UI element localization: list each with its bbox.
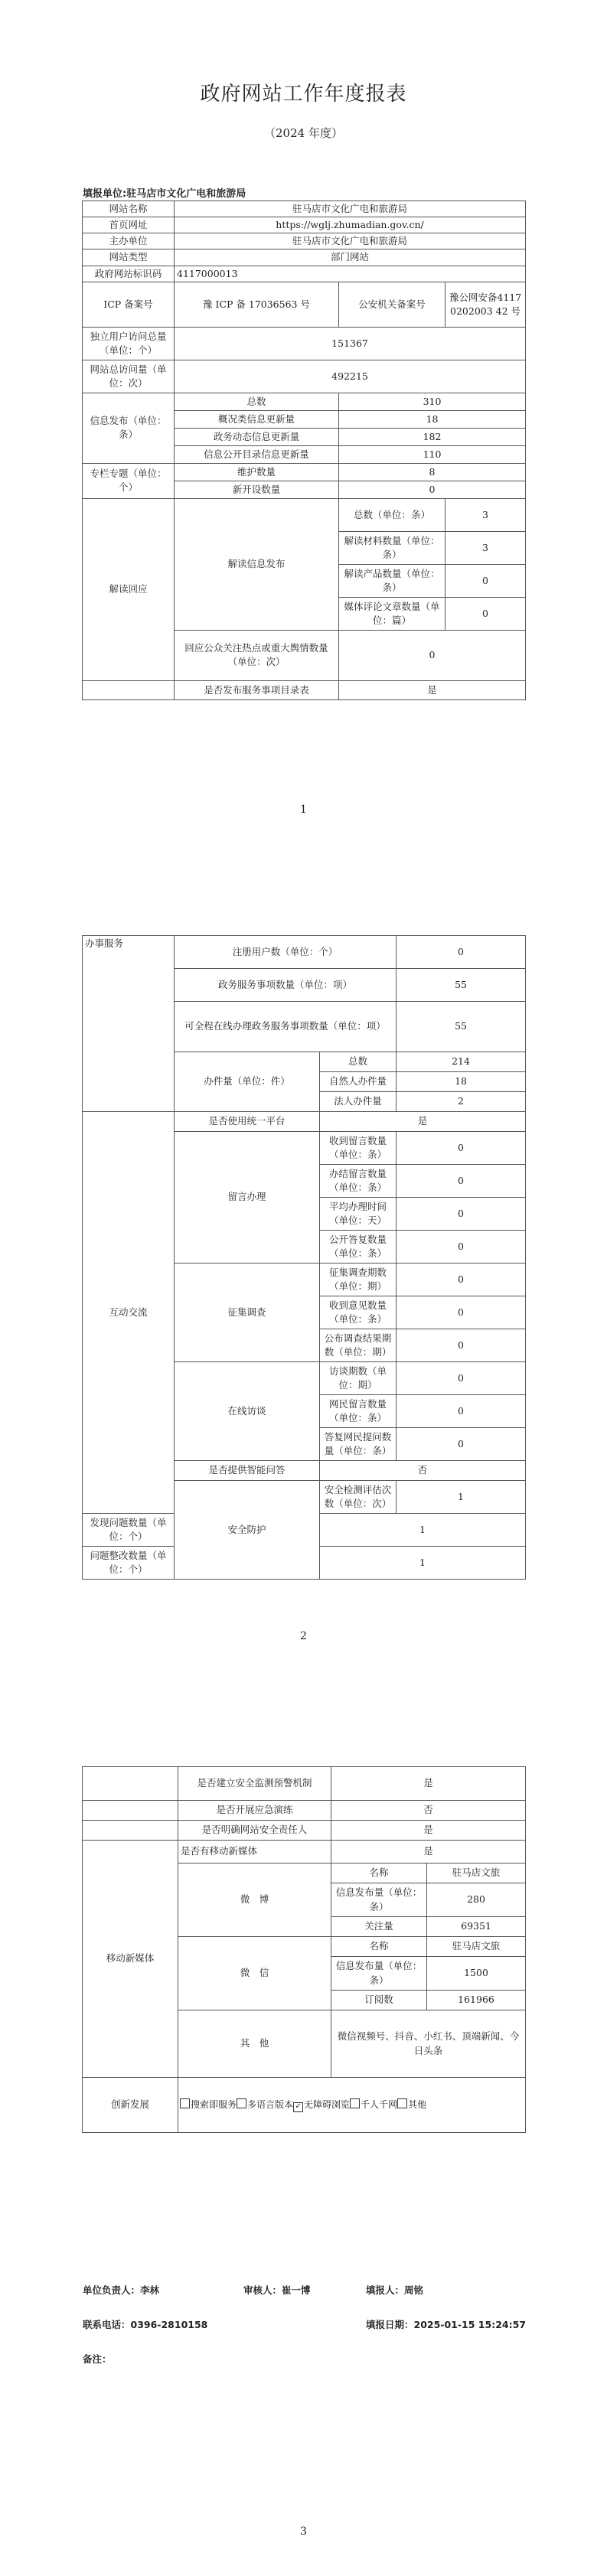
interp-media-value: 0 [445, 597, 526, 630]
monitor-label: 是否建立安全监测预警机制 [178, 1767, 331, 1801]
weibo-pub-label: 信息发布量（单位：条） [331, 1883, 427, 1917]
icp-label: ICP 备案号 [83, 282, 175, 327]
fill-date: 填报日期：2025-01-15 15:24:57 [366, 2319, 526, 2330]
sec-fix-label: 问题整改数量（单位：个） [83, 1547, 175, 1580]
wechat-sub-label: 订阅数 [331, 1991, 427, 2010]
msg-recv-value: 0 [397, 1132, 526, 1165]
info-news-label: 政务动态信息更新量 [175, 428, 339, 445]
interview-msg-value: 0 [397, 1395, 526, 1428]
msg-done-value: 0 [397, 1165, 526, 1198]
weibo-fans-value: 69351 [427, 1917, 526, 1937]
info-overview-label: 概况类信息更新量 [175, 410, 339, 428]
interaction-label: 互动交流 [83, 1112, 175, 1514]
survey-count-value: 0 [397, 1264, 526, 1296]
platform-value: 是 [320, 1112, 526, 1132]
weibo-pub-value: 280 [427, 1883, 526, 1917]
has-media-value: 是 [331, 1841, 526, 1864]
report-table-3 [82, 1766, 526, 2133]
blank-cell [83, 1767, 178, 1801]
site-type-value: 部门网站 [175, 249, 526, 266]
weibo-name-value: 驻马店文旅 [427, 1864, 526, 1883]
weibo-label: 微 博 [178, 1864, 331, 1937]
home-url-label: 首页网址 [83, 217, 175, 233]
sec-eval-value: 1 [397, 1481, 526, 1514]
hotspot-label: 回应公众关注热点或重大舆情数量（单位：次） [175, 630, 339, 680]
hotspot-value: 0 [339, 630, 526, 680]
survey-opinion-value: 0 [397, 1296, 526, 1329]
owner-label: 是否明确网站安全责任人 [178, 1821, 331, 1841]
checkbox-icon[interactable] [237, 2098, 246, 2108]
column-topic-label: 专栏专题（单位：个） [83, 463, 175, 498]
drill-value: 否 [331, 1801, 526, 1821]
handle-count-label: 办件量（单位：件） [175, 1052, 320, 1112]
handle-person-value: 18 [397, 1072, 526, 1092]
interp-material-label: 解读材料数量（单位：条） [339, 531, 445, 564]
drill-label: 是否开展应急演练 [178, 1801, 331, 1821]
monitor-value: 是 [331, 1767, 526, 1801]
survey-pub-value: 0 [397, 1329, 526, 1362]
info-news-value: 182 [339, 428, 526, 445]
info-overview-value: 18 [339, 410, 526, 428]
wechat-pub-label: 信息发布量（单位：条） [331, 1957, 427, 1991]
owner-value: 是 [331, 1821, 526, 1841]
sec-fix-value: 1 [320, 1547, 526, 1580]
filler: 填报人：周铭 [366, 2284, 424, 2296]
handle-person-label: 自然人办件量 [320, 1072, 397, 1092]
online-items-label: 可全程在线办理政务服务事项数量（单位：项） [175, 1002, 397, 1052]
security-label: 安全防护 [175, 1481, 320, 1580]
host-value: 驻马店市文化广电和旅游局 [175, 233, 526, 249]
interview-answer-value: 0 [397, 1428, 526, 1461]
wechat-name-value: 驻马店文旅 [427, 1937, 526, 1957]
contact-phone: 联系电话：0396-2810158 [83, 2319, 208, 2330]
report-table-1 [82, 201, 526, 700]
icp-value: 豫 ICP 备 17036563 号 [175, 282, 339, 327]
interp-product-label: 解读产品数量（单位：条） [339, 564, 445, 597]
report-year: （2024 年度） [264, 126, 343, 140]
survey-count-label: 征集调查期数（单位：期） [320, 1264, 397, 1296]
reg-users-label: 注册用户数（单位：个） [175, 936, 397, 969]
online-items-value: 55 [397, 1002, 526, 1052]
other-media-label: 其 他 [178, 2010, 331, 2078]
msg-recv-label: 收到留言数量（单位：条） [320, 1132, 397, 1165]
service-list-label: 是否发布服务事项目录表 [175, 680, 339, 699]
uv-value: 151367 [175, 327, 526, 360]
blank-cell [83, 680, 175, 699]
wechat-name-label: 名称 [331, 1937, 427, 1957]
interp-media-label: 媒体评论文章数量（单位：篇） [339, 597, 445, 630]
sec-eval-label: 安全检测评估次数（单位：次） [320, 1481, 397, 1514]
reg-users-value: 0 [397, 936, 526, 969]
innovation-option[interactable] [237, 2099, 293, 2110]
site-code-label: 政府网站标识码 [83, 266, 175, 282]
weibo-fans-label: 关注量 [331, 1917, 427, 1937]
handle-total-value: 214 [397, 1052, 526, 1072]
blank-cell [83, 1801, 178, 1821]
checkbox-icon[interactable] [397, 2098, 407, 2108]
wechat-label: 微 信 [178, 1937, 331, 2010]
smart-qa-value: 否 [320, 1461, 526, 1481]
column-new-value: 0 [339, 481, 526, 498]
msg-avg-label: 平均办理时间（单位：天） [320, 1198, 397, 1231]
home-url-value: https://wglj.zhumadian.gov.cn/ [175, 217, 526, 233]
innovation-option[interactable] [397, 2099, 426, 2110]
host-label: 主办单位 [83, 233, 175, 249]
interp-release-label: 解读信息发布 [175, 498, 339, 630]
platform-label: 是否使用统一平台 [175, 1112, 320, 1132]
pv-value: 492215 [175, 360, 526, 393]
innovation-label: 创新发展 [83, 2078, 178, 2133]
service-label: 办事服务 [83, 936, 175, 1112]
msg-done-label: 办结留言数量（单位：条） [320, 1165, 397, 1198]
handle-corp-value: 2 [397, 1092, 526, 1112]
checkbox-icon[interactable] [180, 2098, 190, 2108]
service-list-value: 是 [339, 680, 526, 699]
remark: 备注： [83, 2353, 112, 2365]
has-media-label: 是否有移动新媒体 [178, 1841, 331, 1864]
interview-count-label: 访谈期数（单位：期） [320, 1362, 397, 1395]
police-label: 公安机关备案号 [339, 282, 445, 327]
page-number-2: 2 [300, 1630, 307, 1642]
column-maint-value: 8 [339, 463, 526, 481]
response-label: 解读回应 [83, 498, 175, 680]
new-media-label: 移动新媒体 [83, 1841, 178, 2078]
innovation-option[interactable] [350, 2099, 397, 2110]
innovation-options [178, 2078, 526, 2133]
site-code-value: 4117000013 [175, 266, 526, 282]
msg-pub-label: 公开答复数量（单位：条） [320, 1231, 397, 1264]
blank-cell [83, 1821, 178, 1841]
option-label: 千人千网 [361, 2098, 398, 2110]
msg-avg-value: 0 [397, 1198, 526, 1231]
page-title: 政府网站工作年度报表 [200, 83, 407, 106]
site-name-value: 驻马店市文化广电和旅游局 [175, 201, 526, 217]
column-maint-label: 维护数量 [175, 463, 339, 481]
interp-material-value: 3 [445, 531, 526, 564]
option-label: 无障碍浏览 [304, 2098, 351, 2110]
option-label: 多语言版本 [247, 2098, 294, 2110]
report-table-2 [82, 935, 526, 1580]
sec-vuln-value: 1 [320, 1514, 526, 1547]
info-catalog-value: 110 [339, 445, 526, 463]
interview-msg-label: 网民留言数量（单位：条） [320, 1395, 397, 1428]
service-items-value: 55 [397, 969, 526, 1002]
option-label: 搜索即服务 [191, 2098, 237, 2110]
police-value: 豫公网安备41170202003 42 号 [445, 282, 526, 327]
other-media-value: 微信视频号、抖音、小红书、顶端新闻、今日头条 [331, 2010, 526, 2078]
checkbox-icon[interactable] [350, 2098, 360, 2108]
innovation-option[interactable] [180, 2099, 237, 2110]
wechat-pub-value: 1500 [427, 1957, 526, 1991]
checkbox-checked-icon[interactable]: ✓ [293, 2102, 303, 2112]
survey-pub-label: 公布调查结果期数（单位：期） [320, 1329, 397, 1362]
sec-vuln-label: 发现问题数量（单位：个） [83, 1514, 175, 1547]
reviewer: 审核人：崔一博 [243, 2284, 311, 2296]
weibo-name-label: 名称 [331, 1864, 427, 1883]
leader: 单位负责人：李林 [83, 2284, 160, 2296]
interview-answer-label: 答复网民提问数量（单位：条） [320, 1428, 397, 1461]
filing-unit: 填报单位:驻马店市文化广电和旅游局 [83, 188, 246, 200]
message-label: 留言办理 [175, 1132, 320, 1264]
interp-product-value: 0 [445, 564, 526, 597]
info-catalog-label: 信息公开目录信息更新量 [175, 445, 339, 463]
option-label: 其他 [408, 2098, 427, 2110]
interview-count-value: 0 [397, 1362, 526, 1395]
service-items-label: 政务服务事项数量（单位：项） [175, 969, 397, 1002]
info-total-value: 310 [339, 393, 526, 410]
handle-corp-label: 法人办件量 [320, 1092, 397, 1112]
survey-opinion-label: 收到意见数量（单位：条） [320, 1296, 397, 1329]
interview-label: 在线访谈 [175, 1362, 320, 1461]
info-release-label: 信息发布（单位：条） [83, 393, 175, 463]
info-total-label: 总数 [175, 393, 339, 410]
page-number-3: 3 [300, 2525, 307, 2538]
site-type-label: 网站类型 [83, 249, 175, 266]
interp-total-value: 3 [445, 498, 526, 531]
site-name-label: 网站名称 [83, 201, 175, 217]
interp-total-label: 总数（单位：条） [339, 498, 445, 531]
column-new-label: 新开设数量 [175, 481, 339, 498]
wechat-sub-value: 161966 [427, 1991, 526, 2010]
handle-total-label: 总数 [320, 1052, 397, 1072]
innovation-option[interactable] [293, 2099, 350, 2110]
survey-label: 征集调查 [175, 1264, 320, 1362]
page-number-1: 1 [300, 804, 307, 816]
uv-label: 独立用户访问总量（单位：个） [83, 327, 175, 360]
smart-qa-label: 是否提供智能问答 [175, 1461, 320, 1481]
pv-label: 网站总访问量（单位：次） [83, 360, 175, 393]
msg-pub-value: 0 [397, 1231, 526, 1264]
